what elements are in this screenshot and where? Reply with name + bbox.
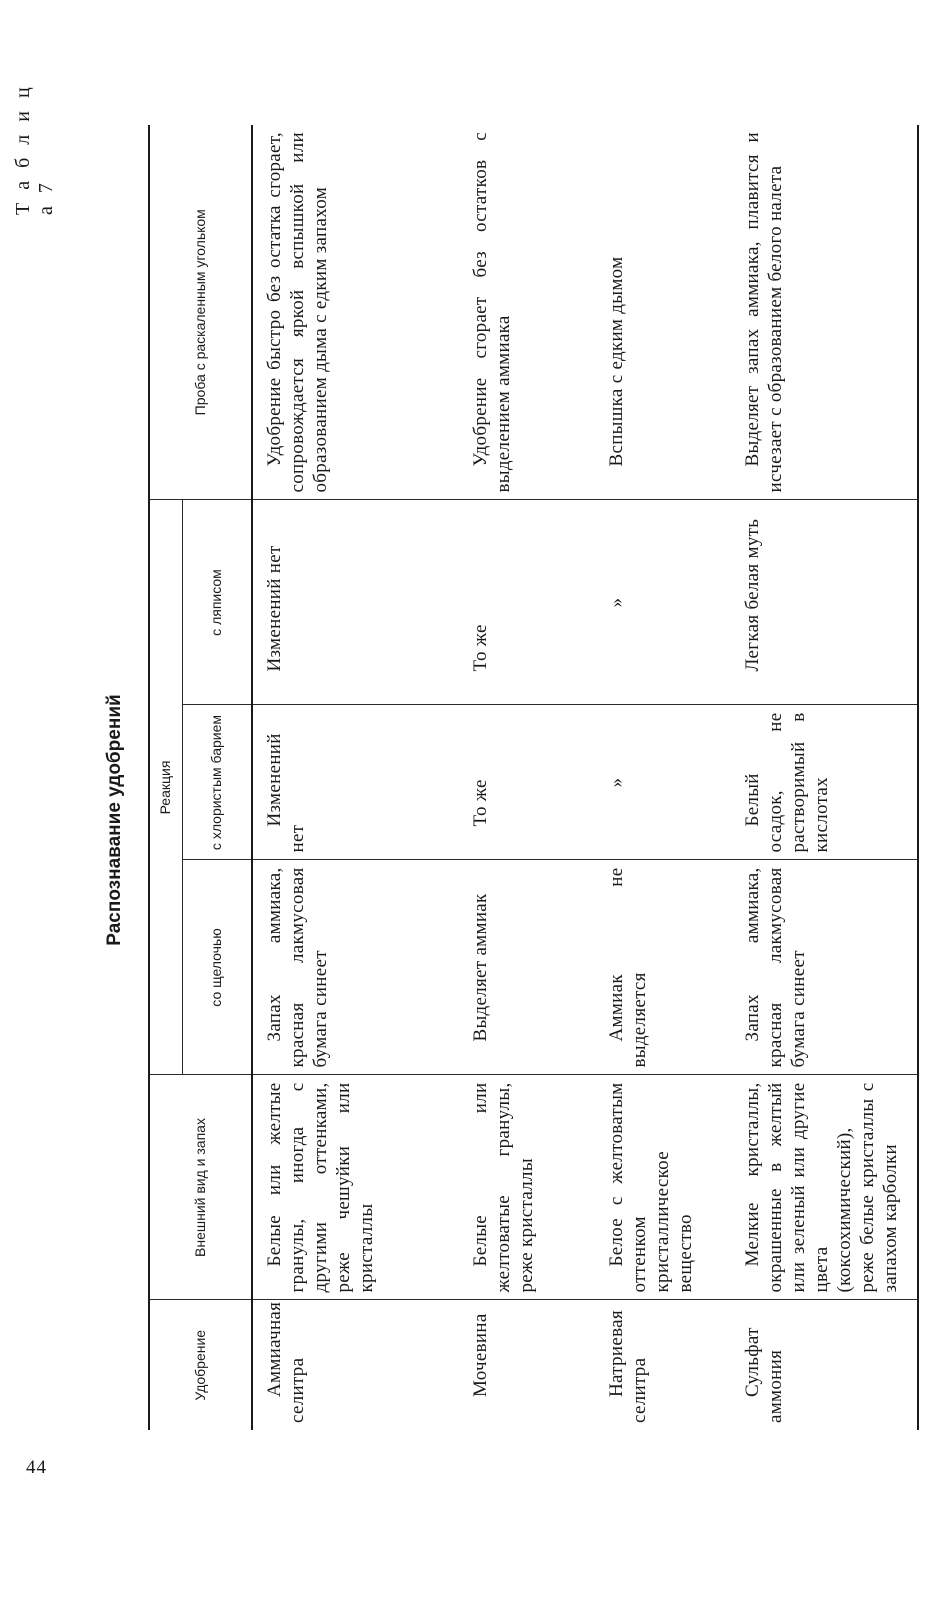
table-row — [252, 125, 459, 1430]
cell-alkali: Запах аммиака, красная лакмусовая бумага синеет — [731, 860, 918, 1075]
cell-fertilizer: Натриевая селитра — [595, 1300, 731, 1430]
cell-barium: » — [595, 705, 731, 860]
cell-fertilizer: Аммиачная селитра — [252, 1300, 459, 1430]
cell-lapis: То же — [459, 500, 595, 705]
cell-appearance: Мелкие кристаллы, окрашенные в желтый или зеленый или другие цвета (коксохимический), реже белые кристаллы с запахом карболки — [731, 1075, 918, 1300]
cell-barium: Белый осадок, не растворимый в кислотах — [731, 705, 918, 860]
table-title: Распознавание удобрений — [104, 694, 125, 946]
cell-barium: Изменений нет — [252, 705, 459, 860]
table-label: Т а б л и ц а 7 — [12, 83, 57, 215]
table-row — [459, 125, 595, 1430]
table-row — [595, 125, 731, 1430]
header-fertilizer: Удобрение — [149, 1300, 252, 1430]
header-alkali: со щелочью — [183, 860, 253, 1075]
cell-lapis: Легкая белая муть — [731, 500, 918, 705]
header-appearance: Внешний вид и запах — [149, 1075, 252, 1300]
cell-appearance: Белое с желтоватым оттенком кристаллическое вещество — [595, 1075, 731, 1300]
cell-appearance: Белые или желтоватые гранулы, реже кристаллы — [459, 1075, 595, 1300]
cell-coal: Выделяет запах аммиака, плавится и исчезает с образованием белого налета — [731, 125, 918, 500]
cell-appearance: Белые или желтые гранулы, иногда с другими оттенками, реже чешуйки или кристаллы — [252, 1075, 459, 1300]
cell-coal: Удобрение сгорает без остатков с выделением аммиака — [459, 125, 595, 500]
cell-alkali: Запах аммиака, красная лакмусовая бумага синеет — [252, 860, 459, 1075]
table-row — [731, 125, 918, 1430]
cell-fertilizer: Сульфат аммония — [731, 1300, 918, 1430]
cell-coal: Вспышка с едким дымом — [595, 125, 731, 500]
fertilizer-table — [148, 125, 919, 1430]
header-barium: с хлористым барием — [183, 705, 253, 860]
cell-lapis: » — [595, 500, 731, 705]
cell-barium: То же — [459, 705, 595, 860]
header-coal-test: Проба с раскаленным угольком — [149, 125, 252, 500]
cell-coal: Удобрение быстро без остатка сгорает, сопровождается яркой вспышкой или образованием дыма с едким запахом — [252, 125, 459, 500]
rotated-page — [0, 70, 905, 1570]
cell-alkali: Выделяет аммиак — [459, 860, 595, 1075]
header-reaction: Реакция — [149, 500, 183, 1075]
cell-alkali: Аммиак не выделяется — [595, 860, 731, 1075]
page-number: 44 — [26, 1457, 47, 1478]
cell-fertilizer: Мочевина — [459, 1300, 595, 1430]
header-lapis: с ляписом — [183, 500, 253, 705]
cell-lapis: Изменений нет — [252, 500, 459, 705]
